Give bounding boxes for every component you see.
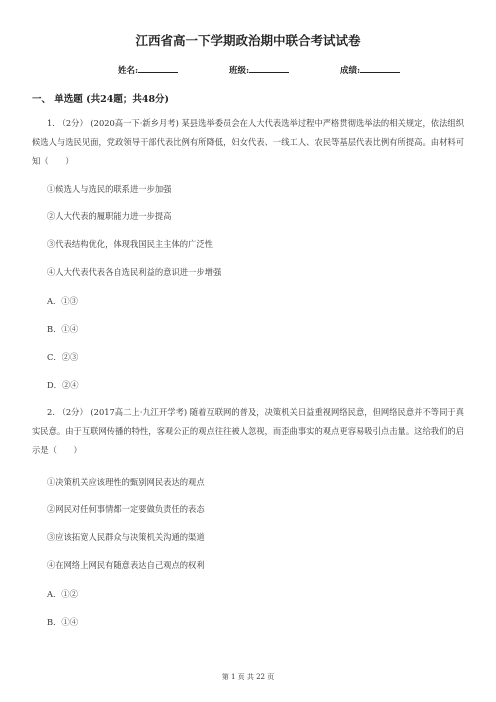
question-1-item-3: ③代表结构优化，体现我国民主主体的广泛性 <box>47 239 213 249</box>
question-1-choice-c: C．②③ <box>47 352 79 362</box>
class-blank <box>249 64 289 73</box>
section-heading: 一、 单选题 (共24题；共48分) <box>32 94 170 105</box>
question-1-choice-d: D．②④ <box>47 380 79 390</box>
question-2-item-2: ②网民对任何事情都一定要做负责任的表态 <box>47 504 205 514</box>
question-1-choice-b: B．①④ <box>47 324 78 334</box>
score-label: 成绩: <box>340 66 361 76</box>
question-1-item-2: ②人大代表的履职能力进一步提高 <box>47 211 172 221</box>
question-1-choice-a: A．①③ <box>47 296 78 306</box>
question-2-choice-b: B．①④ <box>47 617 78 627</box>
question-1-item-4: ④人大代表代表各自选民利益的意识进一步增强 <box>47 267 222 277</box>
score-field <box>340 64 400 76</box>
question-1-item-1: ①候选人与选民的联系进一步加强 <box>47 184 172 194</box>
page-title: 江西省高一下学期政治期中联合考试试卷 <box>135 33 361 48</box>
question-2-item-1: ①决策机关应该理性的甄别网民表达的观点 <box>47 477 205 487</box>
question-2-item-3: ③应该拓宽人民群众与决策机关沟通的渠道 <box>47 532 205 542</box>
name-field <box>118 64 178 76</box>
class-label: 班级: <box>229 66 250 76</box>
name-blank <box>138 64 178 73</box>
class-field <box>229 64 289 76</box>
question-2-item-4: ④在网络上网民有随意表达自己观点的权利 <box>47 560 205 570</box>
student-info-row <box>0 64 496 78</box>
score-blank <box>360 64 400 73</box>
name-label: 姓名: <box>118 66 139 76</box>
question-2-stem: 2. （2分） (2017高二上·九江开学考) 随着互联网的普及，决策机关日益重视网络民意，但网络民意并不等同于真实民意。由于互联网传播的特性，客观公正的观点往往被人忽视，而歪曲事实的观点更容易吸引点击量。这给我们的启示是（ ） <box>32 407 464 455</box>
question-1-stem: 1. （2分） (2020高一下·新乡月考) 某县选举委员会在人大代表选举过程中严格贯彻选举法的相关规定，依法组织候选人与选民见面，党政领导干部代表比例有所降低，妇女代表、一线工人、农民等基层代表比例有所提高。由材料可知（ ） <box>32 118 464 166</box>
question-2-choice-a: A．①② <box>47 589 78 599</box>
page-footer: 第 1 页 共 22 页 <box>221 673 275 681</box>
